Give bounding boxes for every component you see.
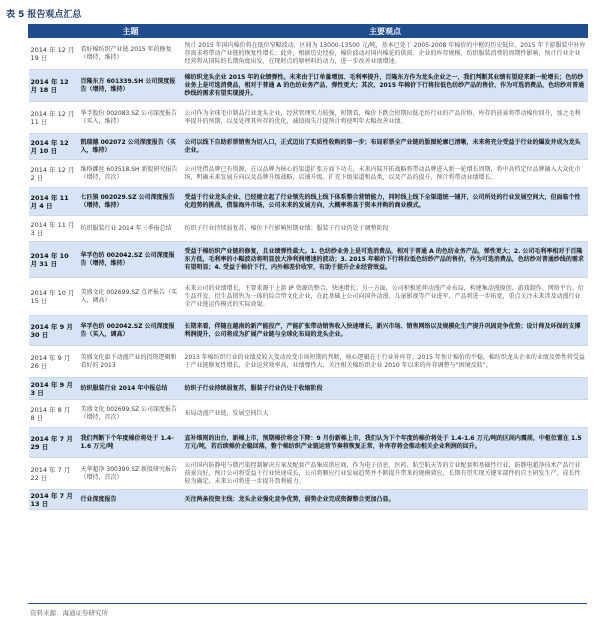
row-view: 长期来看，伴随在越南的新产能投产，产能扩张带动销售收入快速增长，新兴市场、销售网络以及规模化生产提升巩固竞争优势；设计师及环保的支撑利润提升，公司将成为扩展产业链与全球化布局的龙头企业。 [183, 316, 588, 346]
row-date: 2014 年 11 月 4 日 [29, 188, 79, 216]
table-row [29, 160, 588, 188]
table-row [29, 490, 588, 510]
table-caption [6, 7, 81, 20]
row-topic: 纺织服装行业 2014 年三季报总结 [79, 216, 183, 242]
report-summary-table [28, 24, 588, 510]
row-view: 受益于棉纺织产业链的修复，且业绩弹性最大。1. 色纺纱业务上是可选消费品，相对于普通 A 的色纺业务产品，弹性更大；2. 公司毛利率相对于百隆东方低，毛利率的小幅波动将明显放大净利润增速的波动；3. 2015 年棉价下行将拉低色纺纱产品的售价，作为可选消费品，色纺纱对普通纱线的需求有望明显；4. 受益于棉价下行，内外棉差价收窄，有助于提升企业经营效益。 [183, 242, 588, 278]
row-date: 2014 年 12 月 11 日 [29, 102, 79, 134]
row-topic: 美盛文化 002699.SZ 点评报告（买入，调高） [79, 278, 183, 316]
row-view: 2013 年棉纺织行业的业绩及较大变动改变市场短期的判断，核心逻辑在于行业补库存；2015 年预计棉价的平稳，棉纺织龙头企业的业绩及弹性将受益于产业链修复性增长，企业运营效率高，业绩弹性大，关注相关棉纺织企业 2010 年以来的库存调整与“困境反转”。 [183, 346, 588, 378]
table-row [29, 428, 588, 458]
row-view: 棉纺织龙头企业 2015 年的业绩弹性。未来由于订单量增加、毛利率提升，百隆东方作为龙头企业之一，我们判断其业绩有望迎来新一轮增长；色纺纱业务上是可选消费品，相对于普通 A 的色纺业务产品，弹性更大；其次，2015 年棉价下行将拉低色纺纱产品的售价，作为可选消费品，色纺纱对普通纱线的需求有望实现提升。 [183, 70, 588, 102]
row-topic: 纺织服装行业 2014 年中报总结 [79, 378, 183, 400]
source-note: 资料来源：海通证券研究所 [30, 609, 108, 617]
row-view: 未来公司的业绩增长，主要来源于上游 IP 资源的整合，快速增长；另一方面，公司积极延伸动漫产业布局，构建集动漫原创、游戏制作、网络平台、衍生品开发、衍生品销售为一体的综合型文化企业，在此基础上公司向国外动漫、儿童影视等产业进军，产品将进一步拓宽，重点关注未来涉及动漫行业全产业链运作模式的实际效果。 [183, 278, 588, 316]
row-topic: 华孚色纺 002042.SZ 公司深度报告（增持，维持） [79, 242, 183, 278]
table-header-row [29, 25, 588, 38]
table-row [29, 70, 588, 102]
row-date: 2014 年 9 月 26 日 [29, 346, 79, 378]
row-topic: 华孚色纺 002042.SZ 公司深度报告（买入，调高） [79, 316, 183, 346]
caption-number: 表 5 [6, 10, 25, 20]
table-row [29, 346, 588, 378]
row-topic: 华孚股份 002083.SZ 公司深度报告（买入，维持） [79, 102, 183, 134]
row-topic: 行业深度报告 [79, 490, 183, 510]
table-row [29, 378, 588, 400]
row-date: 2014 年 9 月 3 日 [29, 378, 79, 400]
row-view: 公司凭借品牌已有资源，在以品牌为核心的渠道扩张方面下功夫，未来内陆开拓战略将带动品牌进入新一轮增长周期，将中高档定位品牌融入大众化市场，明确未来发展方向以及品牌升级战略，店铺升级、扩充下级渠道和品类，以及产品的提升，预计将带动业绩增长。 [183, 160, 588, 188]
row-date: 2014 年 7 月 22 日 [29, 458, 79, 490]
row-topic: 天华超净 300390.SZ 新股研究报告（增持，首次） [79, 458, 183, 490]
table-row [29, 188, 588, 216]
row-topic: 看好棉纺织产业链 2015 年的修复（增持，维持） [79, 38, 183, 70]
row-topic: 凯瑞德 002072 公司深度报告（买入，维持） [79, 134, 183, 160]
row-topic: 七匹狼 002029.SZ 公司深度报告（增持，维持） [79, 188, 183, 216]
row-view: 公司以线下自助彩票销售为切入口，正式迈出了实质性收购的第一步；布局彩票全产业链的版图轮廓已清晰，未来将充分受益于行业的爆发并成为龙头企业。 [183, 134, 588, 160]
row-topic: 维格娜丝 603518.SH 新股研究报告（增持，首次） [79, 160, 183, 188]
row-date: 2014 年 11 月 3 日 [29, 216, 79, 242]
caption-title: 报告观点汇总 [27, 10, 82, 20]
row-view: 公司作为全球毛巾制品行业龙头企业，经营管理实力较强，短期看，棉价下跌会短期拉低毛纺行业的产品价格，库存的前景将带动棉价回升，加之毛利率提升的预期，以及处理其库存的优化，减值损失计提预计将使明年大幅改善业绩。 [183, 102, 588, 134]
row-date: 2014 年 8 月 8 日 [29, 400, 79, 428]
row-date: 2014 年 7 月 13 日 [29, 490, 79, 510]
row-view: 关注两条投资主线：龙头企业强化竞争优势，弱势企业完成资源整合更加凸显。 [183, 490, 588, 510]
table-row [29, 458, 588, 490]
table-row [29, 400, 588, 428]
row-topic: 我们判断下个年度棉价将处于 1.4-1.6 万元/吨 [79, 428, 183, 458]
row-date: 2014 年 10 月 31 日 [29, 242, 79, 278]
row-view: 公司国内防静电与微污染控制解决方案及配套产品集成供应商，作为电子信息、医药、航空航天等的专业配套和基础性行业，防静电超净技术产品行业前景良好，预计公司将受益于行业快速成长，公司将顺应行业发展趋势并不断提升带来的规模效应，长期有望实现关键零部件的自主研发生产，成长性较为确定，未来公司将进一步提升盈利能力。 [183, 458, 588, 490]
row-view: 布局动漫产业链，发展空间巨大 [183, 400, 588, 428]
table-body [29, 38, 588, 510]
table-row [29, 316, 588, 346]
row-view: 受益于行业龙头企业、已经建立起了行业领先的线上线下体系整合营销能力，同时线上线下全渠道统一铺开，公司所处的行业发展空间大，但面临个性化趋势的挑战，借鉴海外市场，公司未来的发展方向，大概率将基于资本并购的商业模式。 [183, 188, 588, 216]
row-date: 2014 年 12 月 18 日 [29, 70, 79, 102]
table-bottom-rule [28, 603, 587, 604]
row-view: 纺织子行业持续弱复苏，服装子行业仍处于收缩阶段 [183, 378, 588, 400]
header-date [29, 25, 79, 38]
row-date: 2014 年 12 月 2 日 [29, 160, 79, 188]
row-view: 直补细则的出台，新棉上市，预期棉价将会下降：9 月份新棉上市，我们认为下个年度的棉价将处于 1.4-1.6 万元/吨的区间内震荡，中枢位置在 1.5 万元/吨，若后续棉价企稳回落，整个棉纺织产业链运营节奏将恢复正常，补库存将会推动相关企业利润的回升。 [183, 428, 588, 458]
table-row [29, 242, 588, 278]
table-row [29, 216, 588, 242]
row-date: 2014 年 12 月 10 日 [29, 134, 79, 160]
row-topic: 百隆东方 601339.SH 公司深度报告（增持，维持） [79, 70, 183, 102]
row-date: 2014 年 7 月 29 日 [29, 428, 79, 458]
row-view: 预计 2015 年国内棉价将在低位窄幅波动，区间为 13000-13500 元/吨，基本已处于 2005-2008 年棉价的中枢的历史低位。2015 年下游服装中补库存需求将带动产业链的恢复性增长；此外，根据历史经验，棉价波动对国内棉花的供需、企业的库存规模、纺织服装消费的周期性影响，预计行业企业经营将从国际的长期角度出发，在现时点的原材料的动力，进一步改善业绩增速。 [183, 38, 588, 70]
row-topic: 美盛文化 002699.SZ 公司深度报告（增持，首次） [79, 400, 183, 428]
table-row [29, 102, 588, 134]
row-view: 纺织子行业持续弱复苏，棉价下行影响短期业绩；服装子行业仍处于调整阶段 [183, 216, 588, 242]
table-row [29, 38, 588, 70]
header-view: 主要观点 [183, 25, 588, 38]
header-topic: 主题 [79, 25, 183, 38]
table-row [29, 278, 588, 316]
table-row [29, 134, 588, 160]
row-topic: 美盛文化旗下动漫产业的投资逻辑和看好的 2013 [79, 346, 183, 378]
row-date: 2014 年 9 月 30 日 [29, 316, 79, 346]
row-date: 2014 年 12 月 19 日 [29, 38, 79, 70]
row-date: 2014 年 10 月 15 日 [29, 278, 79, 316]
